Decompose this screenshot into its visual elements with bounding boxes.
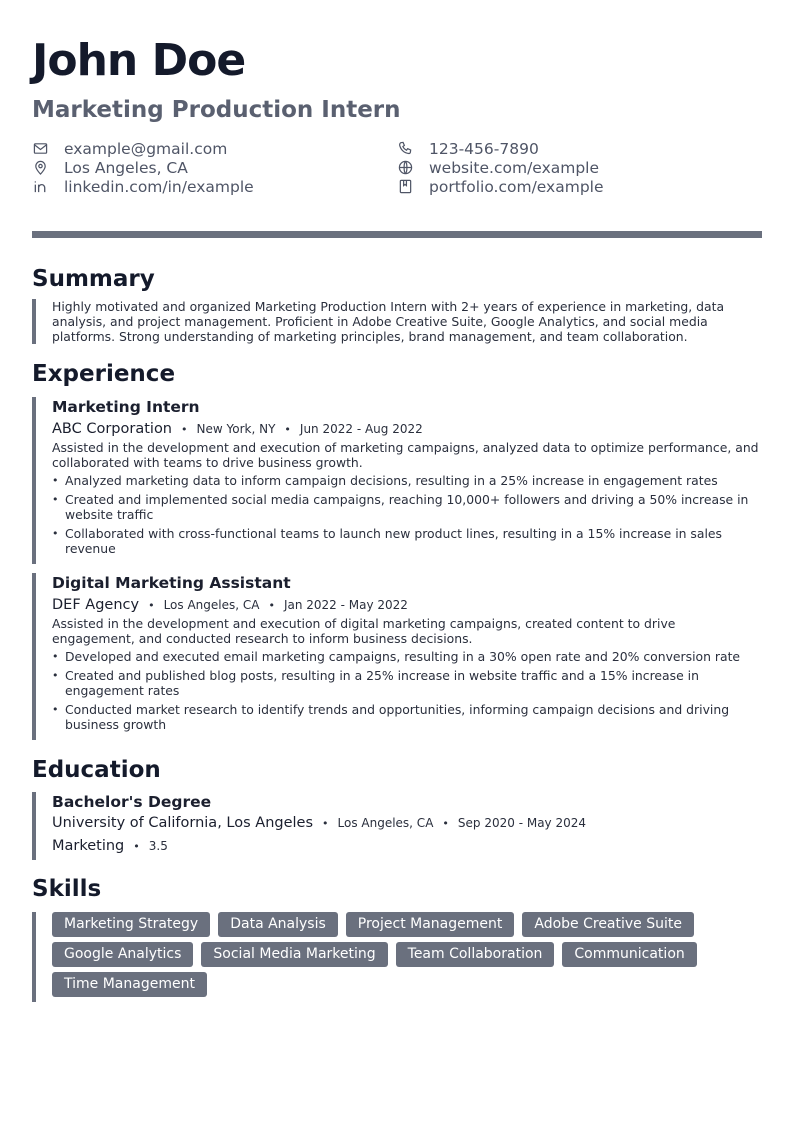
- linkedin-text: linkedin.com/in/example: [64, 177, 254, 196]
- email-text: example@gmail.com: [64, 139, 228, 158]
- summary-heading: Summary: [32, 266, 155, 292]
- job-company: DEF Agency: [52, 597, 140, 613]
- job-meta: [52, 420, 762, 439]
- separator-dot: •: [322, 817, 329, 830]
- linkedin-icon: [32, 179, 48, 195]
- contact-location: [32, 158, 397, 177]
- job-dates: Jan 2022 - May 2022: [283, 598, 408, 612]
- skill-tag: Social Media Marketing: [201, 942, 387, 967]
- experience-heading: Experience: [32, 361, 176, 387]
- skills-list: [52, 912, 772, 1002]
- job-meta: [52, 596, 762, 615]
- achievement-item: • Conducted market research to identify trends and opportunities, informing campaign decisions and driving business growth: [52, 702, 762, 732]
- skill-tag: Google Analytics: [52, 942, 193, 967]
- separator-dot: •: [268, 599, 275, 612]
- achievement-item: • Created and published blog posts, resulting in a 25% increase in website traffic and a 15% increase in engagement rates: [52, 668, 762, 698]
- education-entry: [32, 792, 762, 860]
- job-location: Los Angeles, CA: [163, 598, 260, 612]
- achievement-item: • Created and implemented social media campaigns, reaching 10,000+ followers and driving a 50% increase in website traffic: [52, 492, 762, 522]
- separator-dot: •: [148, 599, 155, 612]
- job-description: Assisted in the development and execution of digital marketing campaigns, created content to drive engagement, and conducted research to inform business decisions.: [52, 616, 676, 646]
- skill-tag: Adobe Creative Suite: [522, 912, 694, 937]
- achievement-item: • Analyzed marketing data to inform campaign decisions, resulting in a 25% increase in engagement rates: [52, 473, 762, 488]
- bookmark-book-icon: [397, 179, 413, 195]
- field-of-study: Marketing: [52, 838, 125, 854]
- contact-email[interactable]: [32, 139, 397, 158]
- skill-tag: Project Management: [346, 912, 515, 937]
- globe-icon: [397, 160, 413, 176]
- header-divider: [32, 231, 762, 238]
- degree: Bachelor's Degree: [52, 793, 212, 811]
- job-role: Digital Marketing Assistant: [52, 574, 291, 592]
- separator-dot: •: [284, 423, 291, 436]
- job-achievements: [52, 473, 762, 556]
- job-dates: Jun 2022 - Aug 2022: [299, 422, 423, 436]
- education-meta: [52, 812, 762, 835]
- skill-tag: Data Analysis: [218, 912, 338, 937]
- skill-tag: Time Management: [52, 972, 207, 997]
- gpa: 3.5: [148, 839, 168, 853]
- summary-text: Highly motivated and organized Marketing Production Intern with 2+ years of experience in marketing, data analysis, and project management. Proficient in Adobe Creative Suite, Google Analytics, and social media platforms. Strong understanding of marketing principles, brand management, and team collaboration.: [32, 299, 762, 344]
- job-role: Marketing Intern: [52, 398, 200, 416]
- website-text: website.com/example: [429, 158, 600, 177]
- portfolio-text: portfolio.com/example: [429, 177, 604, 196]
- contact-linkedin[interactable]: [32, 177, 397, 196]
- separator-dot: •: [442, 817, 449, 830]
- job-entry: [32, 397, 762, 564]
- candidate-name: John Doe: [32, 35, 246, 86]
- skill-tag: Marketing Strategy: [52, 912, 210, 937]
- separator-dot: •: [133, 840, 140, 853]
- location-text: Los Angeles, CA: [64, 158, 188, 177]
- contact-phone[interactable]: [397, 139, 762, 158]
- contact-info: [32, 139, 762, 196]
- phone-icon: [397, 141, 413, 157]
- achievement-item: • Developed and executed email marketing campaigns, resulting in a 30% open rate and 20% conversion rate: [52, 649, 762, 664]
- job-entry: [32, 573, 762, 740]
- job-location: New York, NY: [196, 422, 276, 436]
- education-heading: Education: [32, 757, 161, 783]
- skills-heading: Skills: [32, 876, 102, 902]
- candidate-title: Marketing Production Intern: [32, 97, 401, 123]
- skill-tag: Communication: [562, 942, 696, 967]
- contact-portfolio[interactable]: [397, 177, 762, 196]
- separator-dot: •: [181, 423, 188, 436]
- school-location: Los Angeles, CA: [337, 816, 434, 830]
- mail-icon: [32, 141, 48, 157]
- skill-tag: Team Collaboration: [396, 942, 555, 967]
- phone-text: 123-456-7890: [429, 139, 539, 158]
- education-dates: Sep 2020 - May 2024: [457, 816, 586, 830]
- skills-block: [32, 912, 762, 1002]
- achievement-item: • Collaborated with cross-functional teams to launch new product lines, resulting in a 15% increase in sales revenue: [52, 526, 762, 556]
- school-name: University of California, Los Angeles: [52, 815, 314, 831]
- contact-website[interactable]: [397, 158, 762, 177]
- job-description: Assisted in the development and execution of marketing campaigns, analyzed data to optimize performance, and collaborated with teams to drive business growth.: [52, 440, 759, 470]
- education-field-row: [52, 835, 762, 858]
- job-company: ABC Corporation: [52, 421, 173, 437]
- job-achievements: [52, 649, 762, 732]
- location-pin-icon: [32, 160, 48, 176]
